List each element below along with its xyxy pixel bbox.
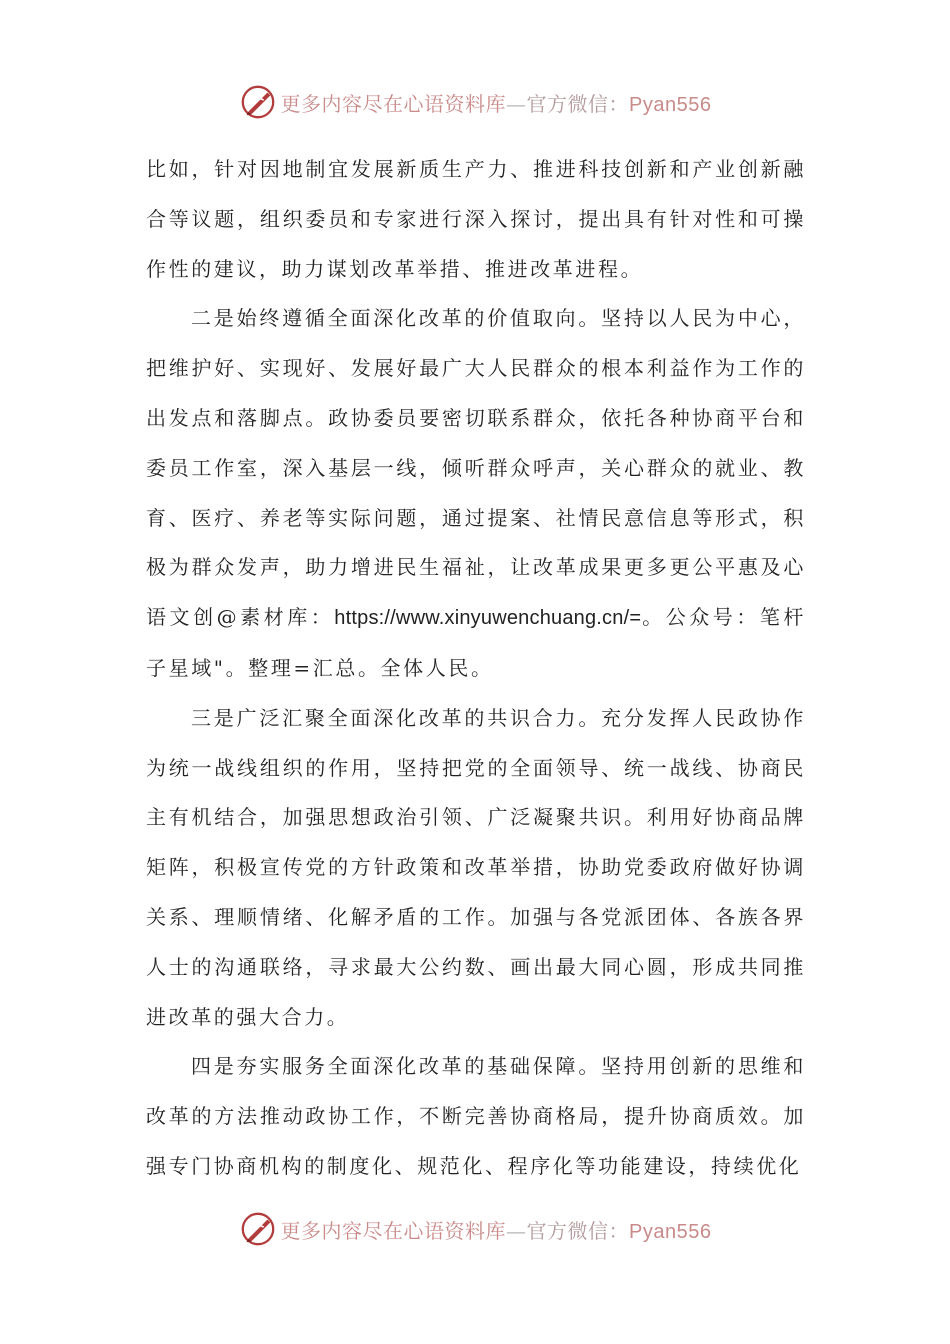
footer-banner	[0, 1207, 950, 1251]
document-body	[146, 145, 806, 1192]
pen-logo-icon	[239, 1210, 277, 1248]
paragraph-2-tail: 。公众号：笔杆子星域"。整理=汇总。全体人民。	[146, 605, 806, 680]
banner-text: 更多内容尽在心语资料库—官方微信：Pyan556	[280, 91, 712, 116]
source-url: https://www.xinyuwenchuang.cn/=	[334, 607, 642, 630]
header-banner	[0, 80, 950, 124]
paragraph-4: 四是夯实服务全面深化改革的基础保障。坚持用创新的思维和改革的方法推动政协工作，不断完善协商格局，提升协商质效。加强专门协商机构的制度化、规范化、程序化等功能建设，持续优化	[146, 1054, 806, 1178]
pen-logo-icon	[239, 83, 277, 121]
paragraph-2-text: 二是始终遵循全面深化改革的价值取向。坚持以人民为中心，把维护好、实现好、发展好最广大人民群众的根本利益作为工作的出发点和落脚点。政协委员要密切联系群众，依托各种协商平台和委员工作室，深入基层一线，倾听群众呼声，关心群众的就业、教育、医疗、养老等实际问题，通过提案、社情民意信息等形式，积极为群众发声，助力增进民生福祉，让改革成果更多更公平惠及心语文创@素材库：	[146, 306, 806, 630]
paragraph-1: 比如，针对因地制宜发展新质生产力、推进科技创新和产业创新融合等议题，组织委员和专家进行深入探讨，提出具有针对性和可操作性的建议，助力谋划改革举措、推进改革进程。	[146, 157, 806, 281]
banner-text: 更多内容尽在心语资料库—官方微信：Pyan556	[280, 1218, 712, 1243]
paragraph-2	[146, 294, 806, 693]
paragraph-3: 三是广泛汇聚全面深化改革的共识合力。充分发挥人民政协作为统一战线组织的作用，坚持把党的全面领导、统一战线、协商民主有机结合，加强思想政治引领、广泛凝聚共识。利用好协商品牌矩阵，积极宣传党的方针政策和改革举措，协助党委政府做好协调关系、理顺情绪、化解矛盾的工作。加强与各党派团体、各族各界人士的沟通联络，寻求最大公约数、画出最大同心圆，形成共同推进改革的强大合力。	[146, 705, 806, 1029]
